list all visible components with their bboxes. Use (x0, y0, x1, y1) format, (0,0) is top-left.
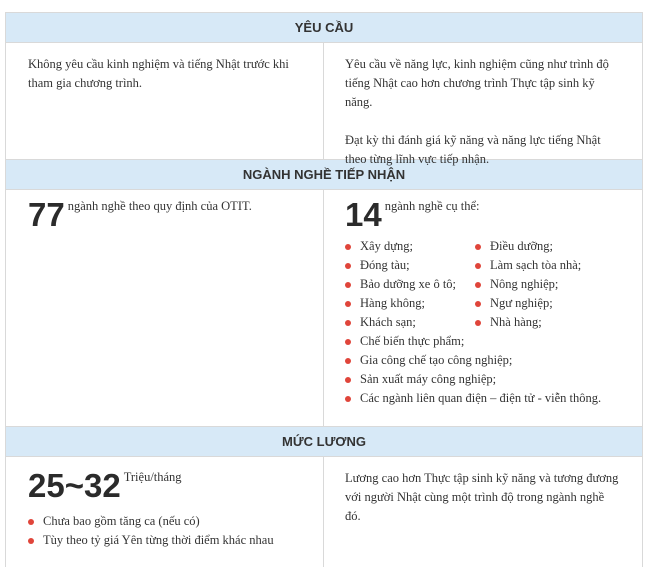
bullet-icon (475, 320, 481, 326)
list-item: Xây dựng; (345, 237, 475, 256)
industries-right-cell (324, 190, 640, 426)
industries-right-number: 14 (345, 196, 382, 233)
list-item: Đóng tàu; (345, 256, 475, 275)
requirements-left-text: Không yêu cầu kinh nghiệm và tiếng Nhật trước khi tham gia chương trình. (28, 57, 289, 90)
salary-right-cell (324, 457, 640, 567)
list-item: Bảo dưỡng xe ô tô; (345, 275, 475, 294)
bullet-icon (345, 301, 351, 307)
list-item: Làm sạch tòa nhà; (475, 256, 625, 275)
bullet-icon (28, 538, 34, 544)
salary-bullets (28, 512, 303, 550)
industries-left-text: ngành nghề theo quy định của OTIT. (67, 199, 252, 213)
bullet-icon (345, 339, 351, 345)
requirements-left-cell (6, 43, 324, 159)
list-item: Hàng không; (345, 294, 475, 313)
bullet-icon (345, 396, 351, 402)
salary-unit: Triệu/tháng (123, 470, 182, 484)
list-item: Khách sạn; (345, 313, 475, 332)
bullet-icon (28, 519, 34, 525)
bullet-icon (345, 377, 351, 383)
bullet-icon (475, 244, 481, 250)
list-item: Các ngành liên quan điện – điện tử - viễn thông. (345, 389, 620, 408)
list-item: Tùy theo tỷ giá Yên từng thời điểm khác nhau (28, 531, 303, 550)
requirements-right-cell (324, 43, 640, 166)
bullet-icon (345, 244, 351, 250)
list-item: Nhà hàng; (475, 313, 625, 332)
industries-two-column-list (345, 237, 620, 332)
salary-number: 25~32 (28, 467, 121, 504)
list-item: Gia công chế tạo công nghiệp; (345, 351, 620, 370)
bullet-icon (475, 263, 481, 269)
list-item: Ngư nghiệp; (475, 294, 625, 313)
salary-row (6, 457, 642, 567)
bullet-icon (345, 263, 351, 269)
industries-title: NGÀNH NGHỀ TIẾP NHẬN (242, 167, 406, 182)
list-item: Nông nghiệp; (475, 275, 625, 294)
bullet-icon (345, 282, 351, 288)
comparison-table (5, 12, 643, 567)
requirements-header (6, 12, 642, 43)
requirements-title: YÊU CẦU (294, 20, 354, 35)
bullet-icon (475, 282, 481, 288)
industries-row (6, 190, 642, 426)
salary-left-cell (6, 457, 324, 567)
industries-right-text: ngành nghề cụ thể: (384, 199, 480, 213)
bullet-icon (475, 301, 481, 307)
industries-left-cell (6, 190, 324, 426)
list-item: Chế biến thực phẩm; (345, 332, 620, 351)
industries-left-number: 77 (28, 196, 65, 233)
requirements-right-text-1: Yêu cầu về năng lực, kinh nghiệm cũng như trình độ tiếng Nhật cao hơn chương trình Thực tập sinh kỹ năng. (345, 57, 609, 109)
industries-list-full (345, 332, 620, 408)
list-item: Chưa bao gồm tăng ca (nếu có) (28, 512, 303, 531)
salary-right-text: Lương cao hơn Thực tập sinh kỹ năng và tương đương với người Nhật cùng một trình độ trong ngành nghề đó. (345, 471, 619, 523)
bullet-icon (345, 358, 351, 364)
industries-list-col1 (345, 237, 475, 332)
salary-title: MỨC LƯƠNG (282, 434, 366, 449)
list-item: Điều dưỡng; (475, 237, 625, 256)
industries-list-col2 (475, 237, 625, 332)
requirements-row (6, 43, 642, 166)
salary-header (6, 426, 642, 457)
list-item: Sản xuất máy công nghiệp; (345, 370, 620, 389)
requirements-right-text-2: Đạt kỳ thi đánh giá kỹ năng và năng lực tiếng Nhật theo từng lĩnh vực tiếp nhận. (345, 133, 601, 166)
bullet-icon (345, 320, 351, 326)
